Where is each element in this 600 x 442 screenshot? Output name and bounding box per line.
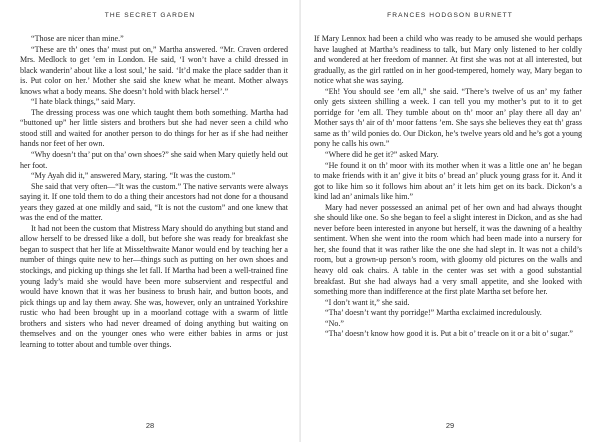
right-page-body bbox=[314, 34, 582, 340]
paragraph: “Why doesn’t tha’ put on tha’ own shoes?” she said when Mary quietly held out her foot. bbox=[20, 150, 288, 170]
paragraph: “Tha’ doesn’t know how good it is. Put a bit o’ treacle on it or a bit o’ sugar.” bbox=[325, 329, 573, 339]
paragraph: If Mary Lennox had been a child who was ready to be amused she would perhaps have laughed at Martha’s readiness to talk, but Mary only listened to her coldly and wondered at her freedom of manner. At first she was not at all interested, but gradually, as the girl rattled on in her good-tempered, homely way, Mary began to notice what she was saying. bbox=[314, 34, 582, 86]
paragraph: She said that very often—“It was the custom.” The native servants were always saying it. If one told them to do a thing their ancestors had not done for a thousand years they gazed at one mildly and said, “It is not the custom” and one knew that was the end of the matter. bbox=[20, 181, 288, 223]
paragraph: It had not been the custom that Mistress Mary should do anything but stand and allow herself to be dressed like a doll, but before she was ready for breakfast she began to suspect that her life at Misselthwaite Manor would end by teaching her a number of things quite new to her—things such as putting on her own shoes and stockings, and picking up things she let fall. If Martha had been a well-trained fine young lady’s maid she would have been more subservient and respectful and would have known that it was her business to brush hair, and button boots, and pick things up and lay them away. She was, however, only an untrained Yorkshire rustic who had been brought up in a moorland cottage with a swarm of little brothers and sisters who had never dreamed of doing anything but waiting on themselves and on the younger ones who were either babies in arms or just learning to totter about and tumble over things. bbox=[20, 223, 288, 349]
paragraph: “Tha’ doesn’t want thy porridge!” Martha exclaimed incredulously. bbox=[325, 308, 542, 318]
paragraph: “No.” bbox=[325, 318, 344, 328]
paragraph: “Eh! You should see ’em all,” she said. “There’s twelve of us an’ my father only gets sixteen shilling a week. I can tell you my mother’s put to it to get porridge for ’em all. They tumble about on th’ moor an’ play there all day an’ Mother says th’ air of th’ moor fattens ’em. She says she believes they eat th’ grass same as th’ wild ponies do. Our Dickon, he’s twelve years old and he’s got a young pony he calls his own.” bbox=[314, 86, 582, 149]
left-page-body bbox=[20, 34, 288, 350]
paragraph: “Where did he get it?” asked Mary. bbox=[325, 150, 439, 160]
page-number: 28 bbox=[145, 421, 155, 430]
paragraph: “He found it on th’ moor with its mother when it was a little one an’ he began to make friends with it an’ give it bits o’ bread an’ pluck young grass for it. And it got to like him so it follows him about an’ it lets him get on its back. Dickon’s a kind lad an’ animals like him.” bbox=[314, 160, 582, 202]
paragraph: “I hate black things,” said Mary. bbox=[31, 97, 136, 107]
running-head-author: FRANCES HODGSON BURNETT bbox=[387, 12, 513, 19]
paragraph: The dressing process was one which taught them both something. Martha had “buttoned up” her little sisters and brothers but she had never seen a child who stood still and waited for another person to do things for her as if she had neither hands nor feet of her own. bbox=[20, 107, 288, 149]
page-number: 29 bbox=[445, 421, 455, 430]
right-page bbox=[300, 0, 600, 442]
paragraph: “My Ayah did it,” answered Mary, staring. “It was the custom.” bbox=[31, 171, 236, 181]
paragraph: “I don’t want it,” she said. bbox=[325, 297, 410, 307]
paragraph: “These are th’ ones tha’ must put on,” Martha answered. “Mr. Craven ordered Mrs. Medlock to get ’em in London. He said, ‘I won’t have a child dressed in black wanderin’ about like a lost soul,’ he said. ‘It’d make the place sadder than it is. Put color on her.’ Mother she said she knew what he meant. Mother always knows what a body means. She doesn’t hold with black hersel’.” bbox=[20, 44, 288, 96]
paragraph: “Those are nicer than mine.” bbox=[31, 34, 124, 43]
paragraph: Mary had never possessed an animal pet of her own and had always thought she should like one. So she began to feel a slight interest in Dickon, and as she had never before been interested in anyone but herself, it was the dawning of a healthy sentiment. When she went into the room which had been made into a nursery for her, she found that it was rather like the one she had slept in. It was not a child’s room, but a grown-up person’s room, with gloomy old pictures on the walls and heavy old oak chairs. A table in the center was set with a good substantial breakfast. But she had always had a very small appetite, and she looked with something more than indifference at the first plate Martha set before her. bbox=[314, 202, 582, 297]
running-head-book-title: THE SECRET GARDEN bbox=[104, 12, 196, 19]
